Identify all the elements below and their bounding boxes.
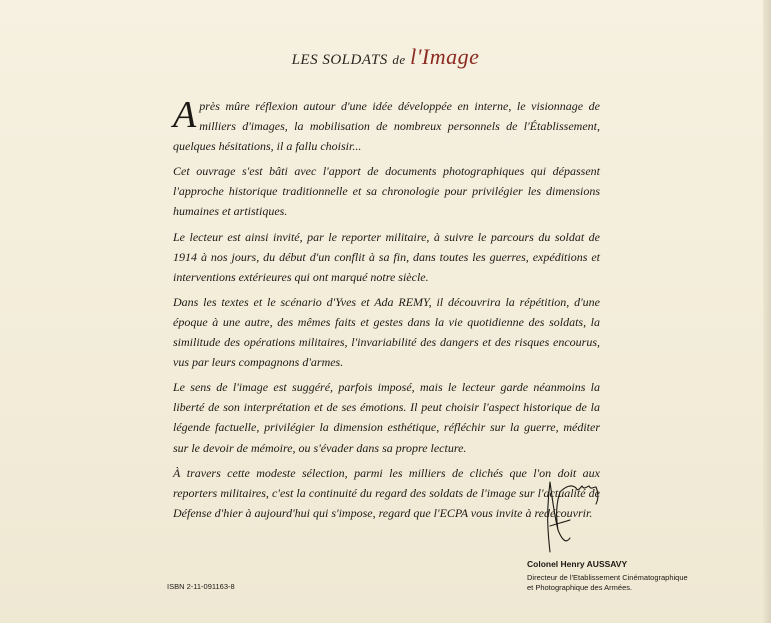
signatory-title-line-1: Directeur de l'Etablissement Cinématographique [527,573,688,582]
paragraph-1-text: près mûre réflexion autour d'une idée développée en interne, le visionnage de milliers d'images, la mobilisation de nombreux personnels de l'Établissement, quelques hésitations, il a fallu choisir... [173,99,600,154]
drop-cap: A [173,94,197,136]
handwritten-signature [536,474,606,554]
paragraph-2: Cet ouvrage s'est bâti avec l'apport de documents photographiques qui dépassent l'approche historique traditionnelle et sa chronologie pour privilégier les dimensions humaines et artistiques. [173,164,600,219]
paragraph-3: Le lecteur est ainsi invité, par le reporter militaire, à suivre le parcours du soldat de 1914 à nos jours, du début d'un conflit à sa fin, dans toutes les guerres, expéditions et interventions extérieures qui ont marqué notre siècle. [173,229,600,284]
signatory-title-line-2: et Photographique des Armées. [527,583,633,592]
title-part-de: de [392,52,406,67]
paragraph-4: Dans les textes et le scénario d'Yves et Ada REMY, il découvrira la répétition, d'une époque à une autre, des mêmes faits et gestes dans la vie quotidienne des soldats, la similitude des opérations militaires, l'invariabilité des dangers et des risques encourus, vus par leurs compagnons d'armes. [173,294,600,370]
signatory-name: Colonel Henry AUSSAVY [527,559,628,569]
signatory-title [527,573,727,593]
title-part-soldats: LES SOLDATS [291,52,388,68]
isbn-number: ISBN 2-11-091163-8 [167,582,235,591]
page-edge [763,0,771,623]
page-title [0,44,771,70]
paragraph-5: Le sens de l'image est suggéré, parfois imposé, mais le lecteur garde néanmoins la liberté de son interprétation et de ses émotions. Il peut choisir l'aspect historique de la légende factuelle, privilégier la dimension esthétique, réfléchir sur la guerre, méditer sur le devoir de mémoire, ou s'évader dans sa propre lecture. [173,380,600,455]
title-part-image: l'Image [410,44,480,69]
paragraph-1 [173,96,600,156]
preface-text [173,96,600,528]
paragraph-6: À travers cette modeste sélection, parmi les milliers de clichés que l'on doit aux reporters militaires, c'est la continuité du regard des soldats de l'image sur l'actualité de Défense d'hier à aujourd'hui qui s'impose, regard que l'ECPA vous invite à redécouvrir. [173,465,600,520]
